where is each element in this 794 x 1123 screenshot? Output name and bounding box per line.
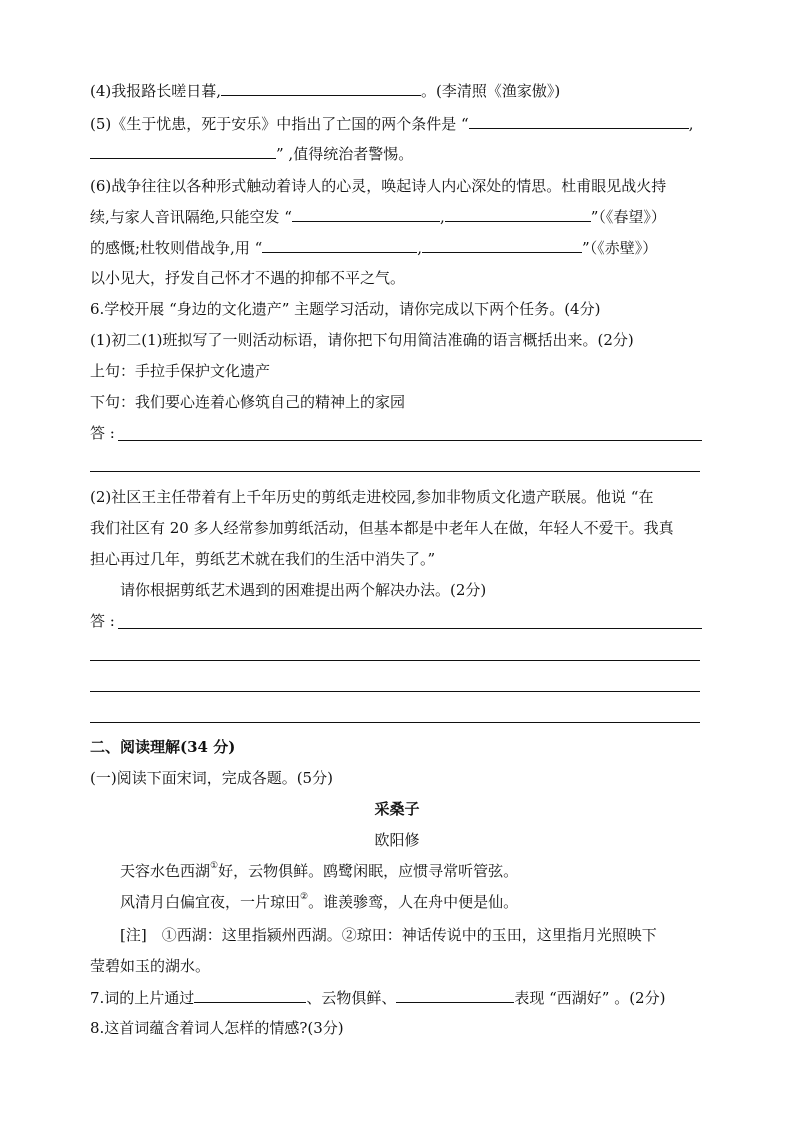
question-7 bbox=[90, 987, 702, 1007]
sub-2-prompt-text: 请你根据剪纸艺术遇到的困难提出两个解决办法。(2分) bbox=[120, 581, 487, 599]
answer-label-1: 答 : bbox=[90, 424, 115, 442]
item-6-blank-3[interactable] bbox=[262, 237, 417, 253]
question-5-item-5-line-1 bbox=[90, 113, 702, 133]
lower-line-text: 下句：我们要心连着心修筑自己的精神上的家园 bbox=[90, 393, 406, 411]
sub-2-text-1: (2)社区王主任带着有上千年历史的剪纸走进校园,参加非物质文化遗产联展。他说 “在 bbox=[90, 488, 654, 506]
sub-1-prompt-text: (1)初二(1)班拟写了一则活动标语，请你把下句用简洁准确的语言概括出来。(2分) bbox=[90, 331, 634, 349]
question-5-item-5-line-2 bbox=[90, 143, 702, 163]
question-8 bbox=[90, 1018, 702, 1038]
poem-author bbox=[0, 830, 794, 850]
item-5-suffix: ” ,值得统治者警惕。 bbox=[276, 145, 414, 163]
item-6-text-1: (6)战争往往以各种形式触动着诗人的心灵，唤起诗人内心深处的情思。杜甫眼见战火持 bbox=[90, 177, 667, 195]
q7-prefix: 7.词的上片通过 bbox=[90, 989, 195, 1007]
footnote-marker-2: ② bbox=[300, 892, 309, 902]
item-6-blank-4[interactable] bbox=[422, 237, 582, 253]
item-6-prefix-3: 的感慨;杜牧则借战争,用 “ bbox=[90, 239, 263, 257]
q7-blank-1[interactable] bbox=[194, 987, 306, 1003]
item-5-blank-2[interactable] bbox=[90, 143, 276, 159]
item-6-text-4: 以小见大，抒发自己怀才不遇的抑郁不平之气。 bbox=[90, 269, 406, 287]
q8-text: 8.这首词蕴含着词人怎样的情感?(3分) bbox=[90, 1019, 344, 1037]
answer-line-2d[interactable] bbox=[90, 722, 700, 723]
question-5-item-6-line-4 bbox=[90, 268, 702, 288]
footnote-marker-1: ① bbox=[210, 861, 219, 871]
question-6-sub-2-line-1 bbox=[90, 487, 702, 507]
item-6-blank-2[interactable] bbox=[445, 206, 591, 222]
question-6-sub-2-line-2 bbox=[90, 518, 702, 538]
q7-blank-2[interactable] bbox=[396, 987, 514, 1003]
poem-author-text: 欧阳修 bbox=[374, 831, 420, 849]
question-6-sub-1-prompt bbox=[90, 330, 702, 350]
item-4-prefix: (4)我报路长嗟日暮, bbox=[90, 82, 222, 100]
question-5-item-6-line-2 bbox=[90, 206, 702, 226]
item-6-source-1: ”（《春望》） bbox=[590, 208, 666, 226]
note-text-1: [注] ①西湖：这里指颍州西湖。②琼田：神话传说中的玉田，这里指月光照映下 bbox=[120, 926, 657, 944]
q7-suffix: 表现 “西湖好” 。(2分) bbox=[514, 989, 666, 1007]
item-6-blank-1[interactable] bbox=[292, 206, 440, 222]
poem-note-line-2 bbox=[90, 956, 702, 976]
note-text-2: 莹碧如玉的湖水。 bbox=[90, 957, 211, 975]
poem-line-1-b: 好，云物俱鲜。鸥鹭闲眠，应惯寻常听管弦。 bbox=[218, 862, 519, 880]
question-5-item-6-line-1 bbox=[90, 176, 702, 196]
poem-line-2-a: 风清月白偏宜夜，一片琼田 bbox=[120, 893, 301, 911]
question-6-sub-2-line-3 bbox=[90, 549, 702, 569]
answer-line-2b[interactable] bbox=[90, 660, 700, 661]
question-6-sub-2-prompt bbox=[120, 580, 702, 600]
item-6-comma-1: , bbox=[439, 208, 445, 226]
question-5-item-6-line-3 bbox=[90, 237, 702, 257]
item-6-prefix-2: 续,与家人音讯隔绝,只能空发 “ bbox=[90, 208, 292, 226]
sub-2-text-2: 我们社区有 20 多人经常参加剪纸活动，但基本都是中老年人在做，年轻人不爱干。我真 bbox=[90, 519, 674, 537]
poem-line-2-b: 。谁羡骖鸾，人在舟中便是仙。 bbox=[308, 893, 519, 911]
answer-label-2: 答 : bbox=[90, 612, 115, 630]
poem-title-text: 采桑子 bbox=[374, 800, 420, 818]
question-6-upper-line bbox=[90, 361, 702, 381]
question-6-lower-line bbox=[90, 392, 702, 412]
answer-line-1b[interactable] bbox=[90, 471, 700, 472]
upper-line-text: 上句：手拉手保护文化遗产 bbox=[90, 362, 271, 380]
item-6-comma-2: , bbox=[417, 239, 423, 257]
item-5-prefix: (5)《生于忧患，死于安乐》中指出了亡国的两个条件是 “ bbox=[90, 115, 469, 133]
reading-part-1-text: (一)阅读下面宋词，完成各题。(5分) bbox=[90, 769, 333, 787]
question-6-title-text: 6.学校开展 “身边的文化遗产” 主题学习活动，请你完成以下两个任务。(4分) bbox=[90, 300, 601, 318]
item-5-blank-1[interactable] bbox=[469, 113, 689, 129]
section-2-heading bbox=[90, 737, 702, 757]
poem-title bbox=[0, 799, 794, 819]
poem-line-1 bbox=[120, 861, 702, 881]
poem-line-2 bbox=[120, 892, 702, 912]
item-4-source: 。(李清照《渔家傲》) bbox=[421, 82, 561, 100]
question-6-title bbox=[90, 299, 702, 319]
item-5-comma: , bbox=[688, 115, 694, 133]
answer-line-2c[interactable] bbox=[90, 691, 700, 692]
sub-2-text-3: 担心再过几年，剪纸艺术就在我们的生活中消失了。” bbox=[90, 550, 436, 568]
section-2-heading-text: 二、阅读理解(34 分) bbox=[90, 738, 236, 756]
answer-line-1a[interactable] bbox=[118, 440, 702, 441]
item-6-source-2: ”（《赤壁》） bbox=[582, 239, 658, 257]
answer-line-2a[interactable] bbox=[118, 628, 702, 629]
poem-line-1-a: 天容水色西湖 bbox=[120, 862, 211, 880]
item-4-blank[interactable] bbox=[221, 80, 421, 96]
q7-middle: 、云物俱鲜、 bbox=[306, 989, 397, 1007]
reading-part-1-title bbox=[90, 768, 702, 788]
poem-note-line-1 bbox=[120, 925, 702, 945]
question-5-item-4 bbox=[90, 80, 702, 100]
